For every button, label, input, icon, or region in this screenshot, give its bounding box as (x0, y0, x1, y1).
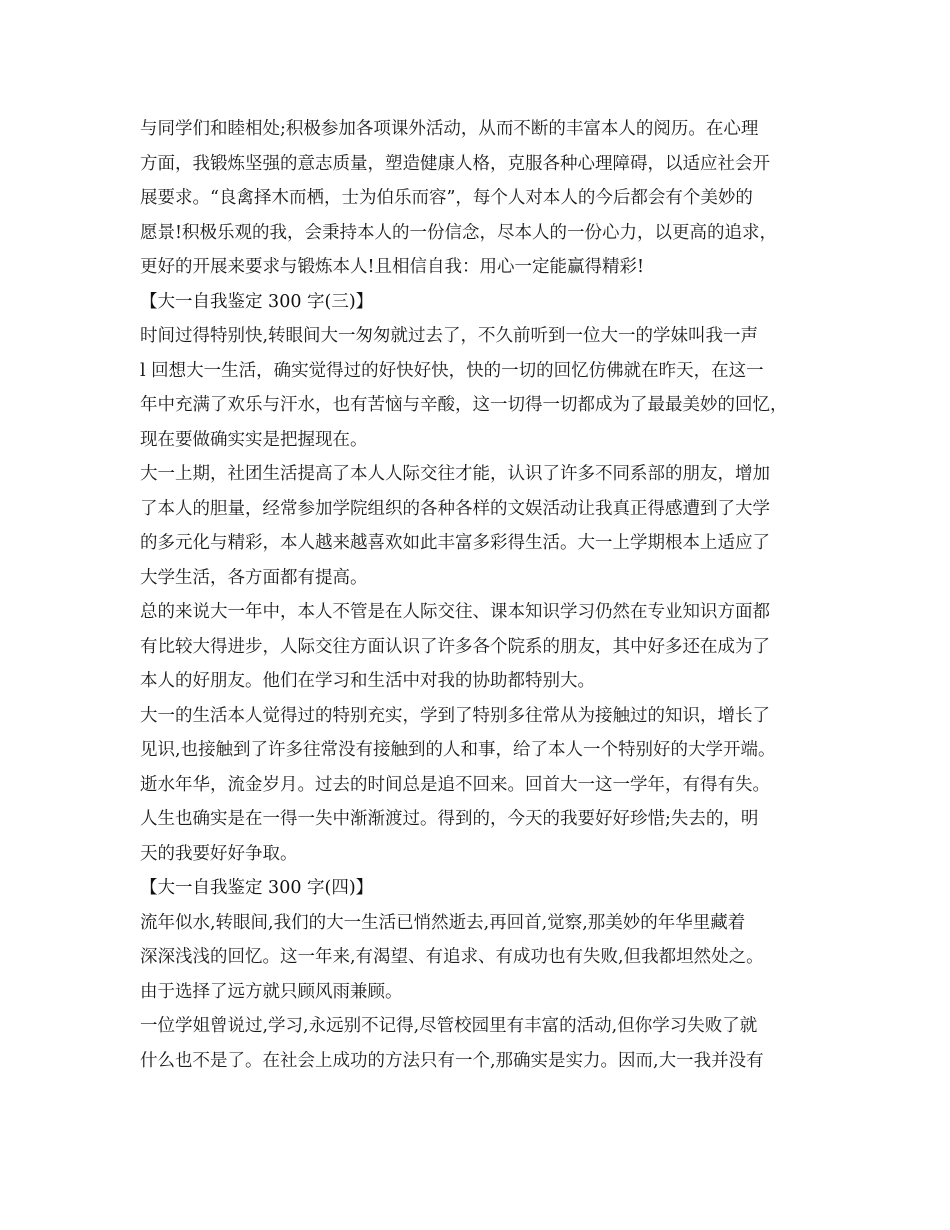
text-line: 年中充满了欢乐与汗水，也有苦恼与辛酸，这一切得一切都成为了最最美妙的回忆， (140, 395, 788, 415)
text-line: 天的我要好好争取。 (140, 843, 298, 864)
text-line: 人生也确实是在一得一失中渐渐渡过。得到的，今天的我要好好珍惜;失去的，明 (140, 809, 759, 829)
text-line: 见识,也接触到了许多往常没有接触到的人和事，给了本人一个特别好的大学开端。 (140, 740, 776, 760)
text-line: 与同学们和睦相处;积极参加各项课外活动，从而不断的丰富本人的阅历。在心理 (140, 119, 759, 139)
text-line: 深深浅浅的回忆。这一年来,有渴望、有追求、有成功也有失败,但我都坦然处之。 (140, 947, 764, 967)
text-line: 愿景!积极乐观的我，会秉持本人的一份信念，尽本人的一份心力，以更高的追求， (140, 222, 778, 243)
text-line: 了本人的胆量，经常参加学院组织的各种各样的文娱活动让我真正得感遭到了大学 (140, 498, 770, 519)
text-line: 更好的开展来要求与锻炼本人!且相信自我：用心一定能赢得精彩! (140, 257, 645, 277)
text-line: 总的来说大一年中，本人不管是在人际交往、课本知识学习仍然在专业知识方面都 (140, 602, 770, 622)
text-line: 逝水年华，流金岁月。过去的时间总是追不回来。回首大一这一学年，有得有失。 (140, 774, 770, 795)
text-line: 展要求。“良禽择木而栖，士为伯乐而容”，每个人对本人的今后都会有个美妙的 (140, 188, 753, 208)
text-line: 有比较大得进步，人际交往方面认识了许多各个院系的朋友，其中好多还在成为了 (140, 636, 770, 657)
document-body (140, 112, 830, 1078)
text-line: 一位学姐曾说过,学习,永远别不记得,尽管校园里有丰富的活动,但你学习失败了就 (140, 1016, 758, 1036)
section-heading-3: 【大一自我鉴定 300 字(三)】 (140, 291, 374, 312)
text-line: 方面，我锻炼坚强的意志质量，塑造健康人格，克服各种心理障碍，以适应社会开 (140, 153, 770, 174)
text-line: 现在要做确实实是把握现在。 (140, 429, 368, 450)
text-line: 大一上期，社团生活提高了本人人际交往才能，认识了许多不同系部的朋友，增加 (140, 464, 770, 484)
text-line: 什么也不是了。在社会上成功的方法只有一个,那确实是实力。因而,大一我并没有 (140, 1050, 764, 1071)
text-line: 大学生活，各方面都有提高。 (140, 567, 368, 588)
text-line: 大一的生活本人觉得过的特别充实，学到了特别多往常从为接触过的知识，增长了 (140, 705, 770, 726)
text-line: 由于选择了远方就只顾风雨兼顾。 (140, 981, 403, 1002)
text-line: 的多元化与精彩，本人越来越喜欢如此丰富多彩得生活。大一上学期根本上适应了 (140, 533, 770, 553)
text-line: l 回想大一生活，确实觉得过的好快好快，快的一切的回忆仿佛就在昨天，在这一 (140, 360, 764, 381)
section-heading-4: 【大一自我鉴定 300 字(四)】 (140, 878, 374, 898)
text-line: 流年似水,转眼间,我们的大一生活已悄然逝去,再回首,觉察,那美妙的年华里藏着 (140, 912, 746, 933)
text-line: 本人的好朋友。他们在学习和生活中对我的协助都特别大。 (140, 671, 595, 691)
text-line: 时间过得特别快,转眼间大一匆匆就过去了，不久前听到一位大一的学妹叫我一声 (140, 326, 759, 346)
